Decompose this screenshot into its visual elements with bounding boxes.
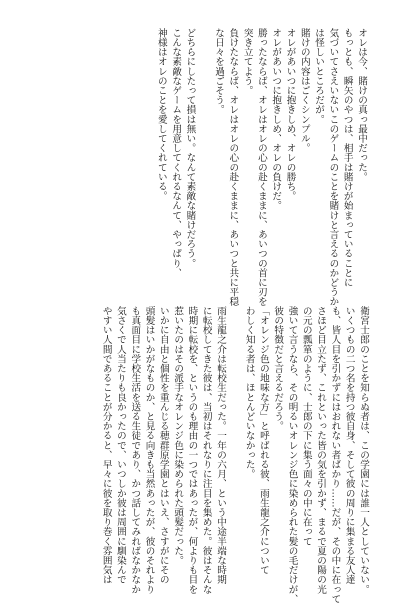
paragraph: いかに自由と個性を重んじる穂群原学園とはいえ、さすがにその <box>157 306 169 585</box>
paragraph: 気づいてさえいないこのゲームのことを賭けと言えるのかどうか <box>327 28 339 307</box>
paragraph: さほど目立たず、これといった皆の気を引かず、まるで夏の陽の光 <box>315 306 327 594</box>
paragraph: オレがあいつに抱きしめ、オレの負けだ。 <box>270 28 282 211</box>
paragraph: 彼の特徴だと言えるだろう。 <box>272 306 284 431</box>
paragraph: オレは今、賭けの真っ最中だった。 <box>356 28 367 182</box>
paragraph: 勝ったならば、オレはオレの心の赴くままに、あいつの首に刃を <box>255 28 267 307</box>
blank-line <box>227 306 241 550</box>
paragraph: 気さくで人当たりも良かったので、いつしか彼は周囲に馴染んで <box>114 306 126 585</box>
paragraph: 雨生龍之介は転校生だった。一年の六月、という中途半端な時期 <box>215 306 227 585</box>
paragraph: いくつもの二つ名を持つ彼自身、そして彼の周りに集まる友人達 <box>343 306 355 585</box>
paragraph: も真面目に学校生活を送る生徒であり、かつ話してみればなかなか <box>129 306 141 594</box>
paragraph: こんな素敵なゲームを用意してくれるなんて、やっぱり、 <box>170 28 182 278</box>
paragraph: わしく知る者は、ほとんどいなかった。 <box>243 306 255 479</box>
paragraph: 負けたならば、オレはオレの心の赴くままに、あいつと共に平穏 <box>227 28 239 307</box>
paragraph: な日々を過ごそう。 <box>213 28 225 115</box>
paragraph: に転校してきた彼は、当初はそれなりに注目を集めた。彼はそんな <box>200 306 212 594</box>
paragraph: 頭髪はいかがなものか、と見る向きも当然あったが、彼のそれより <box>143 306 155 594</box>
paragraph: の元の瓢箪のように、士郎の下に集う面々の中に在って <box>300 306 312 546</box>
paragraph: 惹いたのはその派手なオレンジ色に染められた頭髪だった。 <box>172 306 184 566</box>
paragraph: 神様はオレのことを愛してくれている。 <box>155 28 167 201</box>
paragraph: 突き立てよう。 <box>241 28 253 96</box>
paragraph: 「オレンジ色の地味な方」と呼ばれる彼、雨生龍之介について <box>257 306 269 575</box>
paragraph: 強いて言うなら、その明るいオレンジ色に染められた髪の毛だけが、 <box>286 306 298 604</box>
paragraph: もっとも、瞬矢のやつは、相手は賭けが始まっていることに <box>341 28 353 288</box>
paragraph: やすい人間であることが分かると、早々に彼を取り巻く雰囲気は <box>100 306 112 585</box>
bottom-text-block <box>98 306 370 604</box>
paragraph: どちらにしたって損は無い。なんて素敵な賭けだろう。 <box>184 28 196 268</box>
paragraph: 衛宮士郎のことを知らぬ者は、この学園には誰一人としていない。 <box>358 306 369 594</box>
paragraph: は怪しいところだが。 <box>313 28 325 124</box>
top-text-block <box>154 28 368 307</box>
paragraph: 賭けの内容はごくシンプル。 <box>298 28 310 153</box>
paragraph: オレがあいつに抱きしめ、オレの勝ち。 <box>284 28 296 201</box>
paragraph: 時期に転校を、というのも理由の一つではあったが、何よりも目を <box>186 306 198 594</box>
blank-line <box>196 28 210 278</box>
paragraph: も、皆人目を引かずにはおれない者ばかり……だが、その中に在って <box>329 306 341 604</box>
